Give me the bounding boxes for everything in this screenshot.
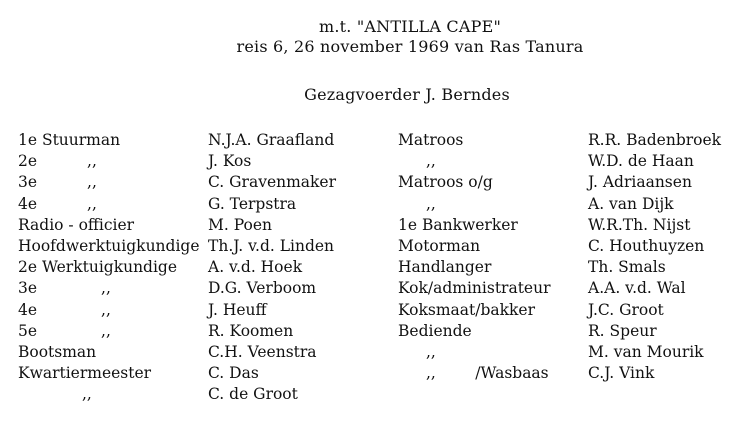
ditto-mark: ,,: [101, 300, 111, 319]
captain-line: Gezagvoerder J. Berndes: [304, 85, 510, 104]
rank: 4e: [18, 194, 38, 213]
rank-row: [18, 384, 208, 405]
crew-name: M. van Mourik: [588, 342, 704, 361]
crew-name: Th. Smals: [588, 258, 666, 277]
crew-name: W.R.Th. Nijst: [588, 215, 691, 234]
rank: 3e: [18, 279, 38, 298]
crew-name: C. Das: [208, 364, 259, 383]
rank: Kok/administrateur: [398, 279, 551, 298]
rank: 2e: [18, 152, 38, 171]
crew-name: C. Gravenmaker: [208, 173, 337, 192]
crew-name: R. Speur: [588, 321, 657, 340]
rank: 2e Werktuigkundige: [18, 258, 178, 277]
rank: Kwartiermeester: [18, 364, 152, 383]
rank-row: [18, 300, 208, 321]
crew-name: A. van Dijk: [588, 194, 674, 213]
rank: Bediende: [398, 321, 472, 340]
rank: 5e: [18, 321, 38, 340]
crew-name: C.H. Veenstra: [208, 342, 317, 361]
ditto-wasbaas: ,, /Wasbaas: [426, 364, 549, 383]
rank: Hoofdwerktuigkundige: [18, 236, 200, 255]
crew-name: C.J. Vink: [588, 364, 655, 383]
ditto-mark: ,,: [101, 279, 111, 298]
crew-name: R. Koomen: [208, 321, 294, 340]
rank: Motorman: [398, 236, 481, 255]
crew-name: N.J.A. Graafland: [208, 131, 335, 149]
rank: Matroos o/g: [398, 173, 493, 192]
rank: 1e Stuurman: [18, 131, 121, 149]
rank: 1e Bankwerker: [398, 215, 518, 234]
ditto-mark: ,,: [426, 194, 436, 213]
rank: Handlanger: [398, 258, 492, 277]
rank-row: [18, 278, 208, 299]
ditto-mark: ,,: [82, 385, 92, 404]
rank: Radio - officier: [18, 215, 135, 234]
left-names-column: [208, 130, 398, 405]
crew-name: J. Kos: [208, 152, 252, 171]
crew-name: G. Terpstra: [208, 194, 297, 213]
voyage-line: reis 6, 26 november 1969 van Ras Tanura: [236, 37, 584, 56]
rank: Matroos: [398, 131, 464, 149]
rank: 4e: [18, 300, 38, 319]
crew-name: A. v.d. Hoek: [208, 258, 303, 277]
rank: Koksmaat/bakker: [398, 300, 536, 319]
crew-name: A.A. v.d. Wal: [588, 279, 686, 298]
right-ranks-column: [398, 130, 588, 384]
crew-name: J. Heuff: [208, 300, 267, 319]
ditto-mark: ,,: [426, 152, 436, 171]
crew-name: M. Poen: [208, 215, 273, 234]
right-names-column: [588, 130, 748, 384]
left-ranks-column: [18, 130, 208, 405]
rank: 3e: [18, 173, 38, 192]
crew-name: W.D. de Haan: [588, 152, 694, 171]
ditto-mark: ,,: [426, 342, 436, 361]
ditto-mark: ,,: [101, 321, 111, 340]
ditto-mark: ,,: [87, 194, 97, 213]
crew-name: J. Adriaansen: [588, 173, 692, 192]
rank-row: [18, 172, 208, 193]
rank: Bootsman: [18, 342, 97, 361]
ditto-mark: ,,: [87, 173, 97, 192]
crew-name: D.G. Verboom: [208, 279, 317, 298]
ship-name: m.t. "ANTILLA CAPE": [318, 17, 502, 36]
crew-name: C. Houthuyzen: [588, 236, 705, 255]
ditto-mark: ,,: [87, 152, 97, 171]
rank-row: [18, 151, 208, 172]
rank-row: [18, 194, 208, 215]
crew-name: J.C. Groot: [588, 300, 664, 319]
crew-name: R.R. Badenbroek: [588, 131, 722, 149]
rank-row: [18, 321, 208, 342]
crew-name: Th.J. v.d. Linden: [208, 236, 335, 255]
crew-name: C. de Groot: [208, 385, 298, 404]
